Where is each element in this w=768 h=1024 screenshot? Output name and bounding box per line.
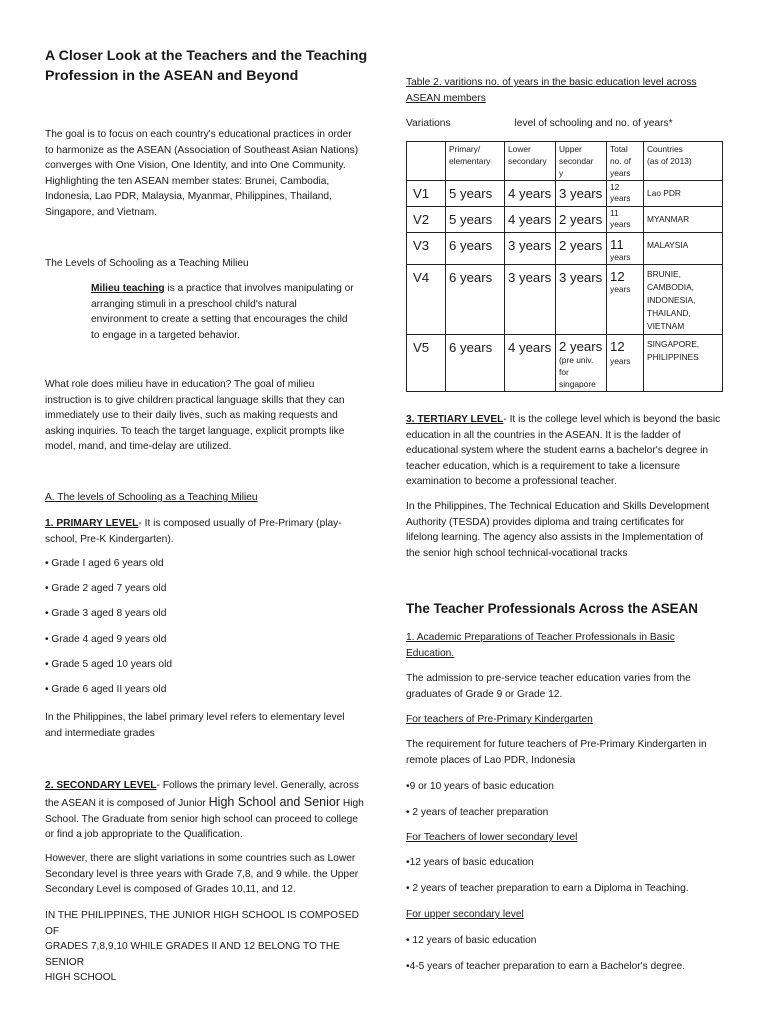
text-line: The Levels of Schooling as a Teaching Milieu bbox=[45, 258, 249, 269]
primary-level-label: 1. PRIMARY LEVEL bbox=[45, 518, 139, 529]
text-span: High School and Senior bbox=[208, 794, 340, 809]
text-span: Upper bbox=[559, 144, 582, 154]
table-header-cell bbox=[505, 142, 556, 181]
academic-heading bbox=[406, 630, 728, 661]
secondary-level-label: 2. SECONDARY LEVEL bbox=[45, 780, 157, 791]
grade-list bbox=[45, 556, 370, 698]
text-span: PHILIPPINES bbox=[647, 352, 699, 362]
ph-caps-paragraph bbox=[45, 908, 370, 986]
table-row bbox=[407, 181, 723, 207]
text-span: 2 years bbox=[559, 339, 603, 354]
list-item: • Grade 3 aged 8 years old bbox=[45, 608, 167, 620]
bullet-item bbox=[406, 933, 728, 949]
list-item: • 2 years of teacher preparation bbox=[406, 807, 549, 818]
table-cell: 5 years bbox=[446, 181, 505, 207]
text-line: In the Philippines, the label primary level refers to elementary level bbox=[45, 712, 345, 723]
upper-secondary-label bbox=[406, 907, 728, 923]
table-header-cell bbox=[556, 142, 607, 181]
text-span: no. of bbox=[610, 156, 631, 166]
title-line-1: A Closer Look at the Teachers and the Teaching bbox=[45, 48, 368, 64]
level-label: level of schooling and no. of years* bbox=[514, 118, 673, 129]
text-span: Total bbox=[610, 144, 628, 154]
text-line: A. The levels of Schooling as a Teaching Milieu bbox=[45, 492, 258, 503]
table-cell: MALAYSIA bbox=[644, 233, 723, 265]
text-line: examination to become a professional teacher. bbox=[406, 476, 617, 488]
text-line: Education. bbox=[406, 647, 455, 659]
text-line: the senior high school technical-vocational tracks bbox=[406, 547, 628, 559]
text-line: remote places of Lao PDR, Indonesia bbox=[406, 754, 576, 766]
text-line: environment to create a setting that encourages the child bbox=[91, 314, 348, 326]
text-span: Countries bbox=[647, 144, 683, 154]
table-cell: 6 years bbox=[446, 265, 505, 335]
role-paragraph bbox=[45, 377, 370, 455]
text-line: school, Pre-K Kindergarten). bbox=[45, 533, 174, 545]
text-span: 11 bbox=[610, 208, 619, 218]
section-a-heading bbox=[45, 490, 370, 506]
tertiary-level-paragraph bbox=[406, 412, 728, 490]
table-header-cell bbox=[644, 142, 723, 181]
section-heading bbox=[406, 600, 728, 618]
text-line: converges with One Vision, One Identity, and into One Community. bbox=[45, 160, 346, 172]
text-line: teacher education, which is a requirement to take a licensure bbox=[406, 460, 681, 472]
text-line: GRADES 7,8,9,10 WHILE GRADES II AND 12 BELONG TO THE SENIOR bbox=[45, 941, 340, 968]
tertiary-level-label: 3. TERTIARY LEVEL bbox=[406, 414, 504, 425]
table-row bbox=[407, 233, 723, 265]
text-span: 12 bbox=[610, 182, 620, 192]
table-cell bbox=[607, 207, 644, 233]
table-cell bbox=[644, 335, 723, 392]
text-span: elementary bbox=[449, 156, 491, 166]
text-span: (pre univ. bbox=[559, 355, 594, 365]
text-span: 11 bbox=[610, 237, 624, 252]
table-cell bbox=[556, 335, 607, 392]
text-span: 12 bbox=[610, 269, 625, 284]
text-line bbox=[406, 116, 728, 132]
admission-paragraph bbox=[406, 671, 728, 702]
requirement-paragraph bbox=[406, 737, 728, 768]
list-item: • Grade 5 aged 10 years old bbox=[45, 658, 173, 670]
text-span: years bbox=[610, 219, 631, 229]
text-line: The goal is to focus on each country's educational practices in order bbox=[45, 129, 352, 140]
intro-paragraph bbox=[45, 127, 370, 221]
table-row bbox=[407, 207, 723, 233]
text-line bbox=[406, 412, 728, 428]
bullet-item bbox=[406, 855, 728, 871]
text-span: the ASEAN it is composed of Junior bbox=[45, 797, 209, 809]
document-title bbox=[45, 46, 367, 86]
table-cell: V3 bbox=[407, 233, 446, 265]
table-header-cell bbox=[607, 142, 644, 181]
text-line: asking inquiries. To teach the target language, explicit prompts like bbox=[45, 425, 345, 437]
text-line: lifelong learning. The agency also assists in the Implementation of bbox=[406, 532, 704, 544]
table-cell: Lao PDR bbox=[644, 181, 723, 207]
levels-heading bbox=[45, 256, 370, 272]
pre-primary-label bbox=[406, 712, 728, 728]
text-line: However, there are slight variations in some countries such as Lower bbox=[45, 853, 356, 864]
section-heading-text: The Teacher Professionals Across the ASEAN bbox=[406, 601, 698, 616]
text-line bbox=[45, 794, 370, 812]
table-cell: 5 years bbox=[446, 207, 505, 233]
bullet-item bbox=[406, 779, 728, 795]
text-span: (as of 2013) bbox=[647, 156, 692, 166]
text-span: Lower bbox=[508, 144, 531, 154]
bullet-item bbox=[406, 881, 728, 897]
table-cell: 4 years bbox=[505, 207, 556, 233]
table-cell: 3 years bbox=[505, 265, 556, 335]
text-span: Primary/ bbox=[449, 144, 481, 154]
text-line: and intermediate grades bbox=[45, 727, 155, 739]
list-item: • Grade I aged 6 years old bbox=[45, 558, 164, 569]
table-cell: 3 years bbox=[556, 265, 607, 335]
list-item: • 12 years of basic education bbox=[406, 935, 537, 946]
text-line: model, mand, and time-delay are utilized. bbox=[45, 441, 232, 453]
table-cell: 4 years bbox=[505, 335, 556, 392]
text-line: graduates of Grade 9 or Grade 12. bbox=[406, 688, 563, 700]
text-line: to harmonize as the ASEAN (Association of Southeast Asian Nations) bbox=[45, 144, 359, 156]
text-span: years bbox=[610, 193, 631, 203]
text-span: BRUNIE, bbox=[647, 269, 681, 279]
text-line: HIGH SCHOOL bbox=[45, 972, 117, 984]
text-line: Secondary Level is composed of Grades 10,11, and 12. bbox=[45, 884, 296, 896]
variation-paragraph bbox=[45, 851, 370, 898]
list-item: • Grade 6 aged II years old bbox=[45, 683, 167, 695]
text-line: immediately use to their daily lives, such as making requests and bbox=[45, 410, 338, 422]
table-row bbox=[407, 335, 723, 392]
text-line: The admission to pre-service teacher education varies from the bbox=[406, 673, 691, 684]
text-span: is a practice that involves manipulating or bbox=[164, 283, 354, 294]
text-line: What role does milieu have in education? The goal of milieu bbox=[45, 379, 315, 390]
text-line: or find a job appropriate to the Qualification. bbox=[45, 829, 243, 841]
text-span: secondar bbox=[559, 156, 594, 166]
lower-secondary-label bbox=[406, 830, 728, 846]
table-cell: MYANMAR bbox=[644, 207, 723, 233]
text-span: years bbox=[610, 284, 631, 294]
milieu-paragraph bbox=[91, 281, 371, 343]
text-span: years bbox=[610, 356, 631, 366]
text-span: CAMBODIA, bbox=[647, 282, 694, 292]
text-span: years bbox=[610, 168, 631, 178]
table-cell: 4 years bbox=[505, 181, 556, 207]
list-item: • Grade 4 aged 9 years old bbox=[45, 633, 167, 645]
text-line: arranging stimuli in a preschool child's natural bbox=[91, 298, 297, 310]
table-header-cell bbox=[446, 142, 505, 181]
text-line: For teachers of Pre-Primary Kindergarten bbox=[406, 714, 593, 725]
table-header-row bbox=[407, 142, 723, 181]
list-item: •4-5 years of teacher preparation to earn a Bachelor's degree. bbox=[406, 961, 686, 972]
table-cell: V5 bbox=[407, 335, 446, 392]
table-header-cell bbox=[407, 142, 446, 181]
text-span: secondary bbox=[508, 156, 547, 166]
text-span: years bbox=[610, 252, 631, 262]
text-line: Singapore, and Vietnam. bbox=[45, 206, 157, 218]
text-span: y bbox=[559, 168, 564, 178]
table-cell: V4 bbox=[407, 265, 446, 335]
text-span: INDONESIA, bbox=[647, 295, 696, 305]
text-span: - It is composed usually of Pre-Primary (play- bbox=[138, 518, 342, 529]
title-line-2: Profession in the ASEAN and Beyond bbox=[45, 68, 299, 84]
text-line bbox=[45, 778, 370, 794]
secondary-level-paragraph bbox=[45, 778, 370, 843]
table-cell: 6 years bbox=[446, 335, 505, 392]
text-line: Highlighting the ten ASEAN member states: Brunei, Cambodia, bbox=[45, 175, 330, 187]
table-cell bbox=[644, 265, 723, 335]
text-span: 12 bbox=[610, 339, 625, 354]
text-line: education in all the countries in the ASEAN. It is the ladder of bbox=[406, 429, 681, 441]
table-cell: 6 years bbox=[446, 233, 505, 265]
table-cell bbox=[607, 181, 644, 207]
table-cell bbox=[607, 233, 644, 265]
table-caption bbox=[406, 75, 728, 106]
bullet-item bbox=[406, 805, 728, 821]
table-cell: 3 years bbox=[556, 181, 607, 207]
text-span: - It is the college level which is beyond the basic bbox=[503, 414, 721, 425]
text-line: For upper secondary level bbox=[406, 909, 524, 920]
text-line: 1. Academic Preparations of Teacher Professionals in Basic bbox=[406, 632, 675, 643]
table-cell: V1 bbox=[407, 181, 446, 207]
variations-label: Variations bbox=[406, 118, 451, 129]
table-cell bbox=[607, 265, 644, 335]
text-span: High bbox=[340, 797, 364, 809]
text-line: Authority (TESDA) provides diploma and traing certificates for bbox=[406, 516, 685, 528]
table-cell: 2 years bbox=[556, 233, 607, 265]
text-line: instruction is to give children practical language skills that they can bbox=[45, 394, 345, 406]
list-item: • Grade 2 aged 7 years old bbox=[45, 583, 167, 595]
text-span: singapore bbox=[559, 379, 596, 389]
list-item: • 2 years of teacher preparation to earn a Diploma in Teaching. bbox=[406, 883, 689, 894]
text-line: Secondary level is three years with Grade 7,8, and 9 while. the Upper bbox=[45, 868, 359, 880]
text-line: For Teachers of lower secondary level bbox=[406, 832, 578, 843]
bullet-item bbox=[406, 959, 728, 975]
text-line: IN THE PHILIPPINES, THE JUNIOR HIGH SCHOOL IS COMPOSED OF bbox=[45, 910, 359, 937]
text-line bbox=[45, 516, 370, 532]
list-item: •9 or 10 years of basic education bbox=[406, 781, 554, 792]
list-item: •12 years of basic education bbox=[406, 857, 534, 868]
tesda-paragraph bbox=[406, 499, 728, 561]
text-line bbox=[91, 281, 371, 297]
text-span: for bbox=[559, 367, 569, 377]
text-span: THAILAND, bbox=[647, 308, 691, 318]
text-span: - Follows the primary level. Generally, across bbox=[156, 780, 360, 791]
table-cell: 2 years bbox=[556, 207, 607, 233]
text-line: ASEAN members bbox=[406, 92, 486, 104]
table-cell bbox=[607, 335, 644, 392]
text-line: to engage in a targeted behavior. bbox=[91, 329, 240, 341]
text-line: In the Philippines, The Technical Education and Skills Development bbox=[406, 501, 710, 512]
text-line: The requirement for future teachers of Pre-Primary Kindergarten in bbox=[406, 739, 707, 750]
variations-table bbox=[406, 141, 723, 392]
table-cell: V2 bbox=[407, 207, 446, 233]
text-span: SINGAPORE, bbox=[647, 339, 700, 349]
table-row bbox=[407, 265, 723, 335]
table-label-row bbox=[406, 116, 728, 132]
text-line: educational system where the student earns a bachelor's degree in bbox=[406, 445, 709, 457]
milieu-term: Milieu teaching bbox=[91, 283, 165, 294]
primary-level-paragraph bbox=[45, 516, 370, 547]
text-line: Table 2. varitions no. of years in the basic education level across bbox=[406, 77, 697, 88]
ph-primary-paragraph bbox=[45, 710, 370, 741]
text-line: Indonesia, Lao PDR, Malaysia, Myanmar, Philippines, Thailand, bbox=[45, 191, 332, 203]
text-line: School. The Graduate from senior high school can proceed to college bbox=[45, 813, 358, 825]
text-span: VIETNAM bbox=[647, 321, 685, 331]
table-cell: 3 years bbox=[505, 233, 556, 265]
